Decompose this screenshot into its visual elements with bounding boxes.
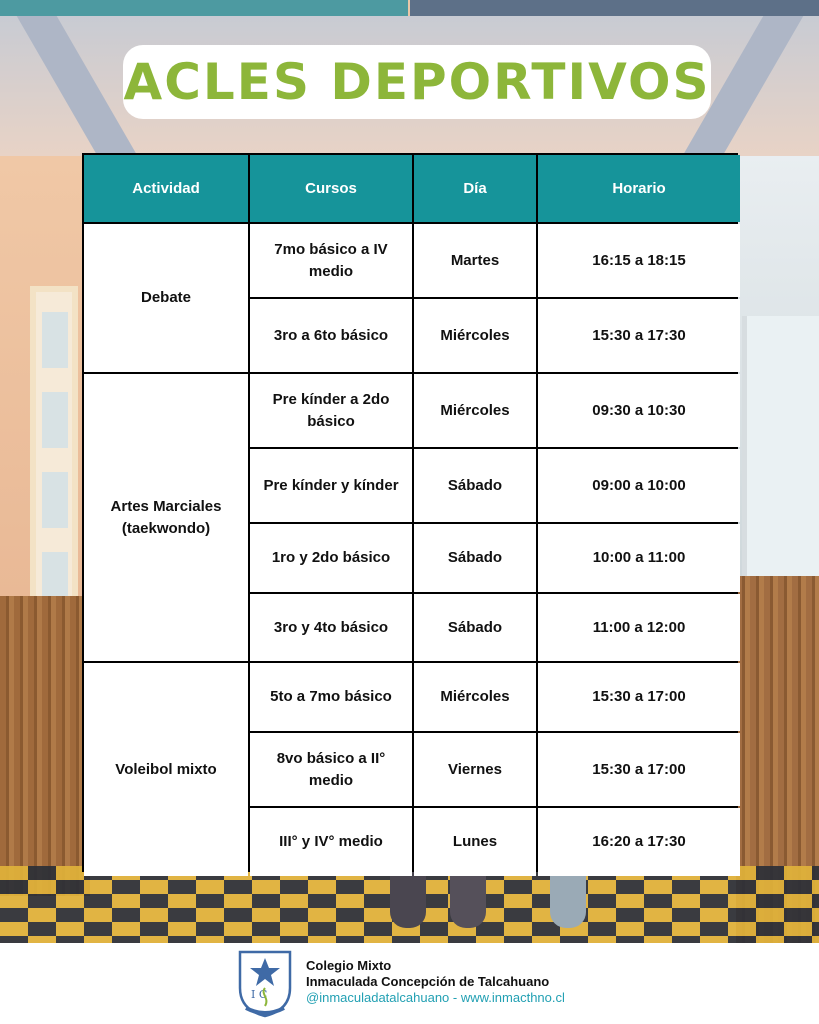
curso-cell: 8vo básico a II° medio [250, 733, 412, 806]
dia-cell: Sábado [414, 449, 536, 522]
horario-cell: 11:00 a 12:00 [538, 594, 740, 661]
curso-cell: Pre kínder y kínder [250, 449, 412, 522]
page-title: ACLES DEPORTIVOS [123, 53, 711, 111]
right-window [742, 316, 819, 596]
schedule-table [82, 153, 738, 872]
title-banner [123, 45, 711, 119]
horario-cell: 16:15 a 18:15 [538, 224, 740, 297]
top-stripe-left [0, 0, 408, 16]
header-horario: Horario [538, 155, 740, 222]
horario-cell: 16:20 a 17:30 [538, 808, 740, 876]
activity-voleibol: Voleibol mixto [84, 663, 248, 876]
curso-cell: Pre kínder a 2do básico [250, 374, 412, 447]
horario-cell: 15:30 a 17:00 [538, 663, 740, 731]
school-type: Colegio Mixto [306, 958, 392, 973]
dia-cell: Miércoles [414, 374, 536, 447]
header-actividad: Actividad [84, 155, 248, 222]
school-links: @inmaculadatalcahuano - www.inmacthno.cl [306, 990, 565, 1005]
horario-cell: 15:30 a 17:30 [538, 299, 740, 372]
dia-cell: Sábado [414, 524, 536, 592]
dia-cell: Viernes [414, 733, 536, 806]
curso-cell: III° y IV° medio [250, 808, 412, 876]
curso-cell: 3ro a 6to básico [250, 299, 412, 372]
horario-cell: 09:30 a 10:30 [538, 374, 740, 447]
dia-cell: Martes [414, 224, 536, 297]
header-dia: Día [414, 155, 536, 222]
curso-cell: 1ro y 2do básico [250, 524, 412, 592]
school-logo-icon [236, 948, 294, 1018]
logo-letters: I C [251, 988, 268, 1001]
dia-cell: Miércoles [414, 299, 536, 372]
curso-cell: 5to a 7mo básico [250, 663, 412, 731]
school-name: Inmaculada Concepción de Talcahuano [306, 974, 550, 989]
footer-text [306, 958, 565, 1006]
horario-cell: 09:00 a 10:00 [538, 449, 740, 522]
dia-cell: Sábado [414, 594, 536, 661]
dia-cell: Lunes [414, 808, 536, 876]
activity-artes-marciales: Artes Marciales (taekwondo) [84, 374, 248, 661]
curso-cell: 7mo básico a IV medio [250, 224, 412, 297]
header-cursos: Cursos [250, 155, 412, 222]
left-wood-panel [0, 596, 90, 896]
activity-debate: Debate [84, 224, 248, 372]
horario-cell: 10:00 a 11:00 [538, 524, 740, 592]
horario-cell: 15:30 a 17:00 [538, 733, 740, 806]
student-legs [380, 866, 610, 943]
top-stripe-right [410, 0, 819, 16]
dia-cell: Miércoles [414, 663, 536, 731]
curso-cell: 3ro y 4to básico [250, 594, 412, 661]
